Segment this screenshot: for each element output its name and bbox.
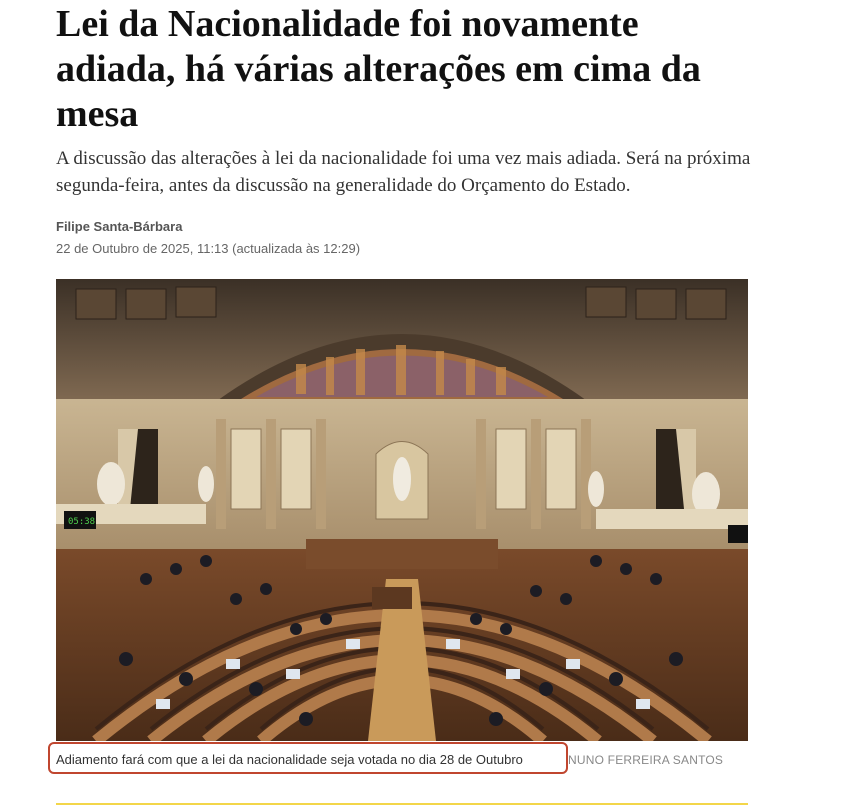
article-headline: Lei da Nacionalidade foi novamente adiada, há várias alterações em cima da mesa xyxy=(56,3,701,135)
photo-credit: NUNO FERREIRA SANTOS xyxy=(568,753,724,767)
photo-caption: Adiamento fará com que a lei da nacionalidade seja votada no dia 28 de Outubro xyxy=(56,752,523,767)
clock-display: 05:38 xyxy=(68,517,96,527)
author-name[interactable]: Filipe Santa-Bárbara xyxy=(56,219,183,234)
article-lead: A discussão das alterações à lei da nacionalidade foi uma vez mais adiada. Será na próxima segunda-feira, antes da discussão na generalidade do Orçamento do Estado. xyxy=(56,148,751,196)
publish-date: 22 de Outubro de 2025, 11:13 (actualizada às 12:29) xyxy=(56,241,361,256)
parliament-photo-illustration xyxy=(56,279,748,741)
section-divider xyxy=(56,803,748,805)
parliament-photo[interactable] xyxy=(56,279,748,741)
